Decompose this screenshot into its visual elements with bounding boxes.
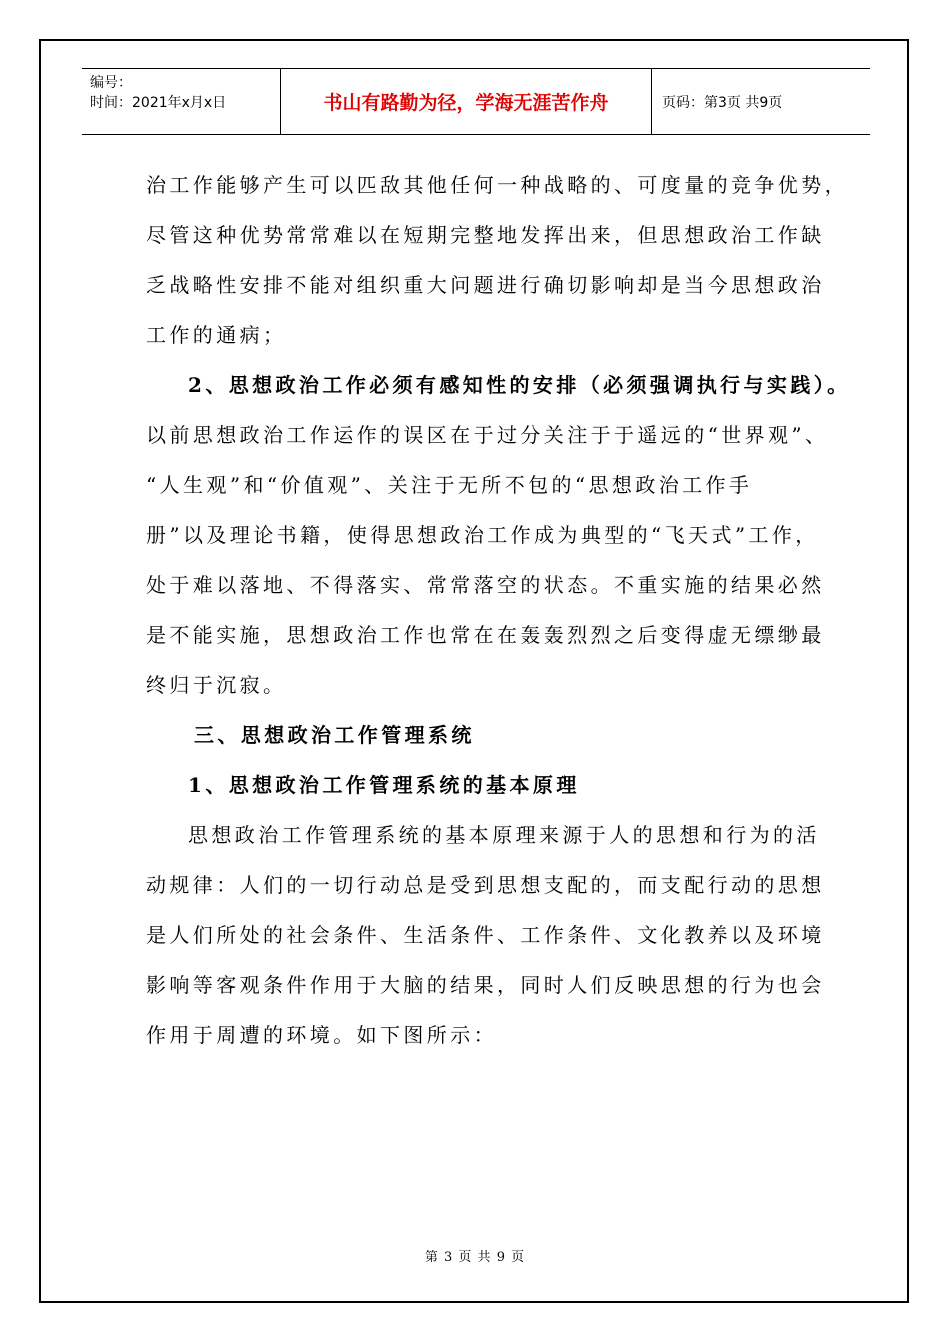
body-line: 是人们所处的社会条件、生活条件、工作条件、文化教养以及环境	[146, 923, 825, 947]
document-body	[146, 160, 851, 1060]
body-line: 以前思想政治工作运作的误区在于过分关注于于遥远的“世界观”、	[146, 423, 829, 447]
header-meta	[82, 69, 280, 134]
body-line: 尽管这种优势常常难以在短期完整地发挥出来，但思想政治工作缺	[146, 223, 825, 247]
body-line: 治工作能够产生可以匹敌其他任何一种战略的、可度量的竞争优势，	[146, 173, 848, 197]
body-line: 工作的通病；	[146, 323, 287, 347]
body-line: 乏战略性安排不能对组织重大问题进行确切影响却是当今思想政治	[146, 273, 825, 297]
document-number-label: 编号：	[90, 75, 132, 91]
section-heading-3: 三、思想政治工作管理系统	[194, 723, 475, 747]
document-time-label: 时间：2021年x月x日	[90, 95, 227, 111]
body-line: 处于难以落地、不得落实、常常落空的状态。不重实施的结果必然	[146, 573, 825, 597]
document-header	[82, 68, 870, 135]
body-line: 终归于沉寂。	[146, 673, 287, 697]
body-line: “人生观”和“价值观”、关注于无所不包的“思想政治工作手	[146, 473, 753, 497]
page-footer: 第 3 页 共 9 页	[424, 1250, 526, 1265]
subheading-1: 1、思想政治工作管理系统的基本原理	[188, 773, 580, 797]
body-line: 影响等客观条件作用于大脑的结果，同时人们反映思想的行为也会	[146, 973, 825, 997]
subheading-2: 2、思想政治工作必须有感知性的安排（必须强调执行与实践）。	[188, 373, 851, 397]
body-line: 动规律：人们的一切行动总是受到思想支配的，而支配行动的思想	[146, 873, 825, 897]
body-line: 册”以及理论书籍，使得思想政治工作成为典型的“飞天式”工作，	[146, 523, 819, 547]
header-motto: 书山有路勤为径，学海无涯苦作舟	[280, 69, 652, 134]
header-page-info: 页码：第3页 共9页	[662, 94, 783, 111]
body-line: 作用于周遭的环境。如下图所示：	[146, 1023, 497, 1047]
paragraph-start: 思想政治工作管理系统的基本原理来源于人的思想和行为的活	[188, 823, 820, 847]
body-line: 是不能实施，思想政治工作也常在在轰轰烈烈之后变得虚无缥缈最	[146, 623, 825, 647]
